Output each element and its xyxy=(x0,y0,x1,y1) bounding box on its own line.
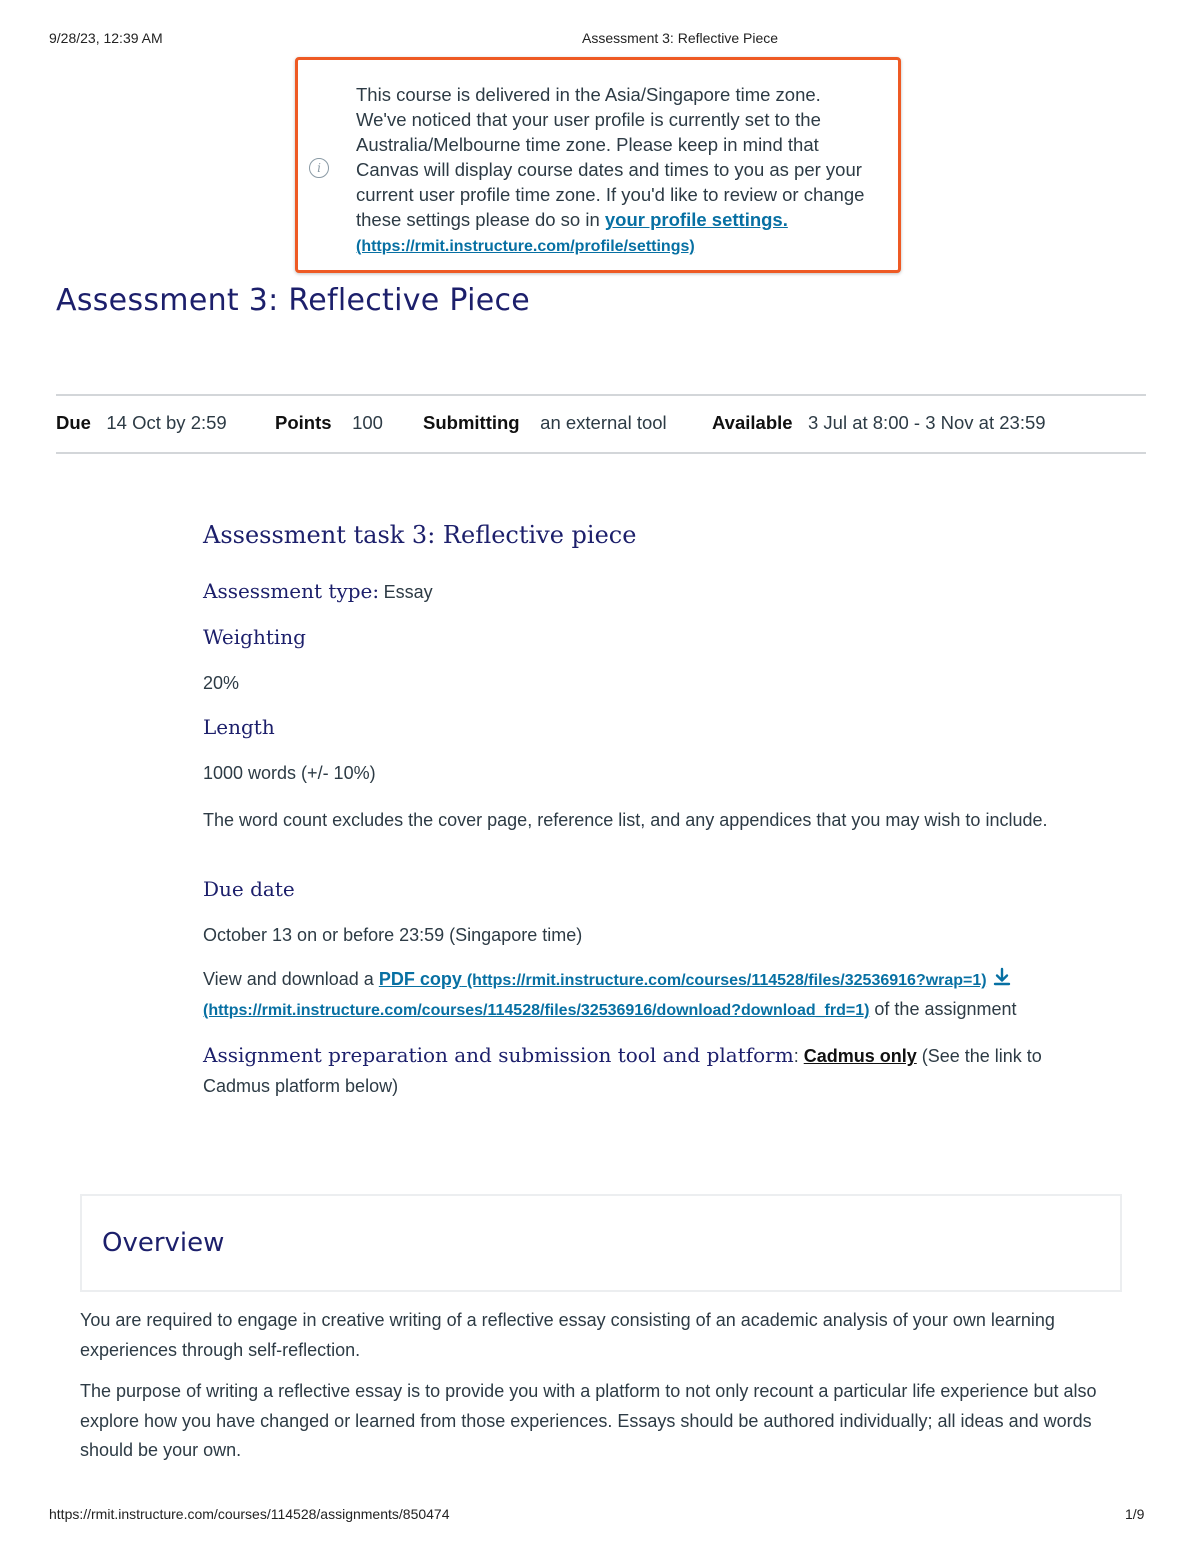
submitting-value: an external tool xyxy=(540,412,667,433)
weighting-value: 20% xyxy=(203,673,240,693)
assessment-type xyxy=(203,578,1083,607)
notice-message: This course is delivered in the Asia/Singapore time zone. We've noticed that your user profile is currently set to the Australia/Melbourne time zone. Please keep in mind that Canvas will display course dates and times to you as per your current user profile time zone. If you'd like to review or change these settings please do so in xyxy=(356,84,865,230)
due-date-heading: Due date xyxy=(203,877,295,901)
pdf-copy-label: PDF copy xyxy=(378,969,462,989)
available-label: Available xyxy=(712,412,793,433)
timezone-notice xyxy=(295,57,901,273)
cadmus-link[interactable]: Cadmus only xyxy=(803,1046,917,1066)
profile-settings-link[interactable]: your profile settings. xyxy=(604,209,788,230)
profile-settings-url[interactable]: (https://rmit.instructure.com/profile/settings) xyxy=(356,238,695,255)
download-line xyxy=(203,965,1083,1025)
points-label: Points xyxy=(275,412,332,433)
platform-line xyxy=(203,1041,1083,1102)
due-label: Due xyxy=(56,412,91,433)
meta-submitting xyxy=(423,412,667,434)
download-url-link[interactable]: (https://rmit.instructure.com/courses/114528/files/32536916/download?download_frd=1) xyxy=(203,1002,870,1019)
available-value: 3 Jul at 8:00 - 3 Nov at 23:59 xyxy=(807,412,1046,433)
platform-note: (See the link to Cadmus platform below) xyxy=(203,1046,1042,1096)
word-count-note: The word count excludes the cover page, reference list, and any appendices that you may wish to include. xyxy=(203,810,1048,830)
task-heading: Assessment task 3: Reflective piece xyxy=(203,521,637,549)
platform-heading: Assignment preparation and submission tool and platform xyxy=(203,1043,794,1067)
due-date-value: October 13 on or before 23:59 (Singapore time) xyxy=(203,925,583,945)
due-value: 14 Oct by 2:59 xyxy=(106,412,227,433)
weighting-heading: Weighting xyxy=(203,625,306,649)
meta-available xyxy=(712,412,1046,434)
print-url: https://rmit.instructure.com/courses/114528/assignments/850474 xyxy=(49,1506,450,1522)
meta-due xyxy=(56,412,227,434)
page-title: Assessment 3: Reflective Piece xyxy=(56,283,531,318)
length-heading: Length xyxy=(203,715,275,739)
meta-points xyxy=(275,412,383,434)
pdf-copy-url: (https://rmit.instructure.com/courses/114528/files/32536916?wrap=1) xyxy=(466,972,987,989)
download-icon[interactable] xyxy=(992,967,1012,987)
notice-text xyxy=(356,82,871,259)
overview-paragraph-2: The purpose of writing a reflective essay is to provide you with a platform to not only recount a particular life experience but also explore how you have changed or learned from those experiences. Essays should be authored individually; all ideas and words should be your own. xyxy=(80,1381,1097,1460)
print-page-number: 1/9 xyxy=(1125,1506,1145,1522)
print-page-title: Assessment 3: Reflective Piece xyxy=(582,30,779,46)
download-prefix: View and download a xyxy=(203,969,379,989)
overview-heading: Overview xyxy=(102,1228,225,1258)
length-value: 1000 words (+/- 10%) xyxy=(203,763,376,783)
platform-colon: : xyxy=(793,1046,804,1066)
divider-top xyxy=(56,394,1146,396)
type-label: Assessment type: xyxy=(203,579,380,603)
type-value: Essay xyxy=(383,582,433,602)
submitting-label: Submitting xyxy=(423,412,520,433)
pdf-copy-link[interactable] xyxy=(379,969,987,989)
download-suffix: of the assignment xyxy=(869,999,1017,1019)
overview-paragraph-1: You are required to engage in creative writing of a reflective essay consisting of an academic analysis of your own learning experiences through self-reflection. xyxy=(80,1310,1055,1360)
overview-box xyxy=(80,1194,1122,1292)
points-value: 100 xyxy=(352,412,383,433)
info-icon: i xyxy=(309,158,329,178)
print-datetime: 9/28/23, 12:39 AM xyxy=(49,30,163,46)
divider-bottom xyxy=(56,452,1146,454)
